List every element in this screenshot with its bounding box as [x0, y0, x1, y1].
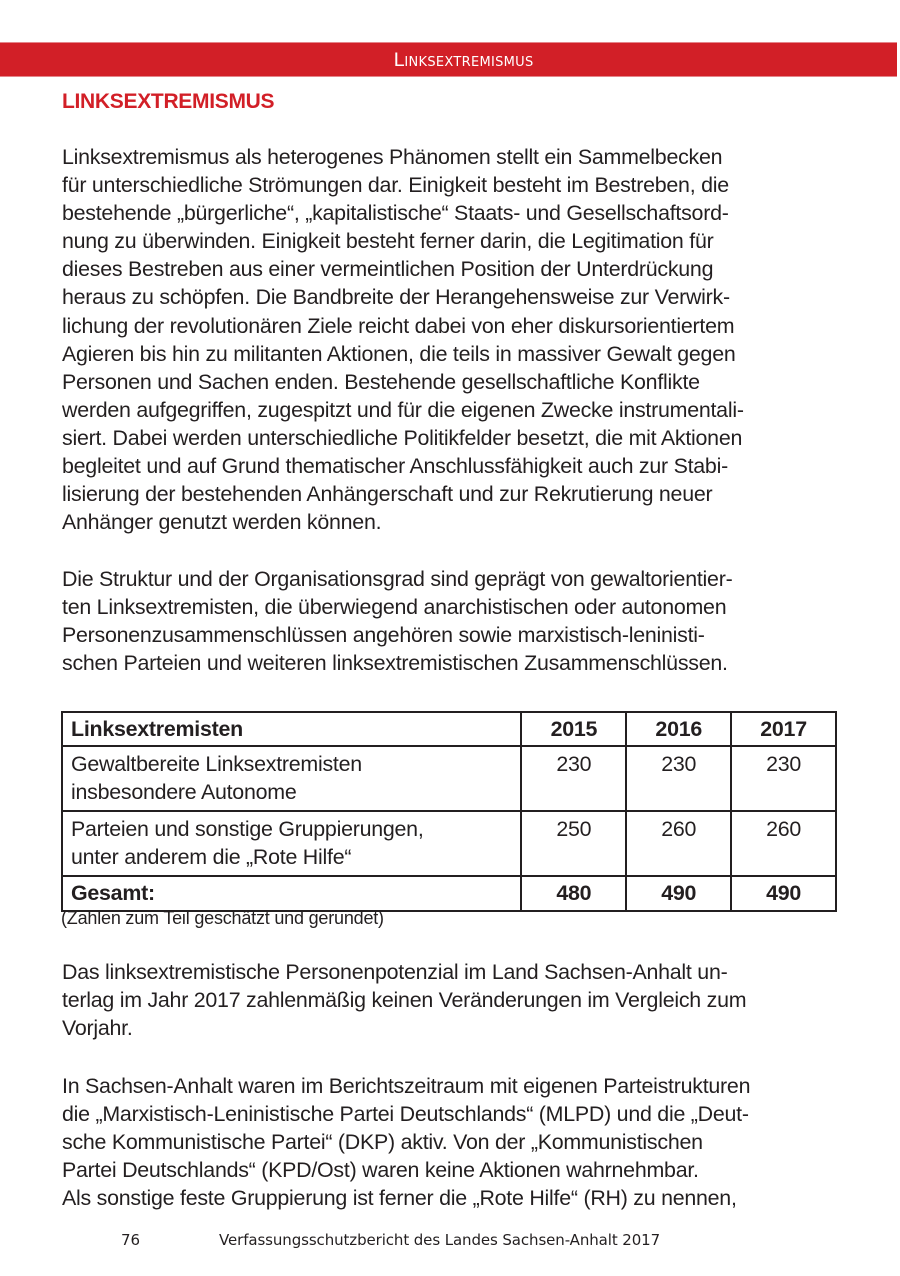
total-value: 490: [731, 876, 836, 911]
text-line: schen Parteien und weiteren linksextremistischen Zusammenschlüssen.: [62, 651, 728, 676]
total-value: 490: [626, 876, 731, 911]
text-line: bestehende „bürgerliche“, „kapitalistische“ Staats- und Gesellschaftsord-: [62, 201, 729, 226]
paragraph-potential: [62, 958, 847, 1042]
text-line: Partei Deutschlands“ (KPD/Ost) waren keine Aktionen wahrnehmbar.: [62, 1158, 699, 1183]
cell-value: 250: [521, 811, 626, 876]
cell-value: 260: [731, 811, 836, 876]
text-line: werden aufgegriffen, zugespitzt und für die eigenen Zwecke instrumentali-: [62, 397, 744, 422]
row-label-line: insbesondere Autonome: [71, 780, 297, 804]
text-line: In Sachsen-Anhalt waren im Berichtszeitraum mit eigenen Parteistrukturen: [62, 1074, 751, 1098]
text-line: nung zu überwinden. Einigkeit besteht ferner darin, die Legitimation für: [62, 229, 714, 254]
table-header-row: [62, 712, 836, 746]
text-line: ten Linksextremisten, die überwiegend anarchistischen oder autonomen: [62, 595, 727, 620]
statistics-table: [61, 711, 837, 912]
page-number: 76: [121, 1231, 141, 1249]
cell-value: 230: [521, 746, 626, 811]
text-line: Personenzusammenschlüssen angehören sowie marxistisch-leninisti-: [62, 623, 705, 648]
text-line: dieses Bestreben aus einer vermeintlichen Position der Unterdrückung: [62, 257, 714, 282]
table-header-label: Linksextremisten: [62, 712, 521, 746]
cell-value: 230: [626, 746, 731, 811]
cell-value: 260: [626, 811, 731, 876]
text-line: sche Kommunistische Partei“ (DKP) aktiv. Von der „Kommunistischen: [62, 1130, 703, 1155]
text-line: Vorjahr.: [62, 1016, 133, 1041]
row-label: [62, 746, 521, 811]
text-line: begleitet und auf Grund thematischer Anschlussfähigkeit auch zur Stabi-: [62, 454, 728, 479]
total-value: 480: [521, 876, 626, 911]
publication-title: Verfassungsschutzbericht des Landes Sachsen-Anhalt 2017: [219, 1231, 661, 1249]
section-heading: LINKSEXTREMISMUS: [62, 90, 275, 113]
paragraph-parties: [62, 1072, 847, 1212]
text-line: Anhänger genutzt werden können.: [62, 510, 382, 535]
chapter-header-band: [0, 42, 897, 77]
table-row: [62, 811, 836, 876]
row-label: [62, 811, 521, 876]
text-line: Die Struktur und der Organisationsgrad sind geprägt von gewaltorientier-: [62, 567, 733, 591]
table-header-year: 2016: [626, 712, 731, 746]
cell-value: 230: [731, 746, 836, 811]
paragraph-structure: [62, 565, 847, 677]
text-line: für unterschiedliche Strömungen dar. Einigkeit besteht im Bestreben, die: [62, 173, 729, 198]
row-label-line: Parteien und sonstige Gruppierungen,: [71, 817, 424, 841]
table-header-year: 2017: [731, 712, 836, 746]
table-header-year: 2015: [521, 712, 626, 746]
text-line: Das linksextremistische Personenpotenzial im Land Sachsen-Anhalt un-: [62, 960, 728, 984]
text-line: lisierung der bestehenden Anhängerschaft und zur Rekrutierung neuer: [62, 482, 713, 507]
text-line: Agieren bis hin zu militanten Aktionen, die teils in massiver Gewalt gegen: [62, 341, 736, 366]
text-line: terlag im Jahr 2017 zahlenmäßig keinen Veränderungen im Vergleich zum: [62, 988, 747, 1013]
total-label: Gesamt:: [62, 876, 521, 911]
text-line: Personen und Sachen enden. Bestehende gesellschaftliche Konflikte: [62, 369, 700, 394]
chapter-title: Linksextremismus: [393, 49, 534, 71]
text-line: siert. Dabei werden unterschiedliche Politikfelder besetzt, die mit Aktionen: [62, 425, 743, 450]
table-note: (Zahlen zum Teil geschätzt und gerundet): [61, 908, 384, 928]
row-label-line: Gewaltbereite Linksextremisten: [71, 752, 362, 776]
row-label-line: unter anderem die „Rote Hilfe“: [71, 845, 352, 869]
text-line: Linksextremismus als heterogenes Phänomen stellt ein Sammelbecken: [62, 145, 723, 169]
paragraph-intro: [62, 143, 847, 536]
text-line: die „Marxistisch-Leninistische Partei Deutschlands“ (MLPD) und die „Deut-: [62, 1102, 749, 1127]
text-line: lichung der revolutionären Ziele reicht dabei von eher diskursorientiertem: [62, 313, 735, 338]
text-line: Als sonstige feste Gruppierung ist ferner die „Rote Hilfe“ (RH) zu nennen,: [62, 1186, 737, 1211]
page-footer: [0, 1228, 900, 1252]
table-row: [62, 746, 836, 811]
text-line: heraus zu schöpfen. Die Bandbreite der Herangehensweise zur Verwirk-: [62, 285, 730, 310]
